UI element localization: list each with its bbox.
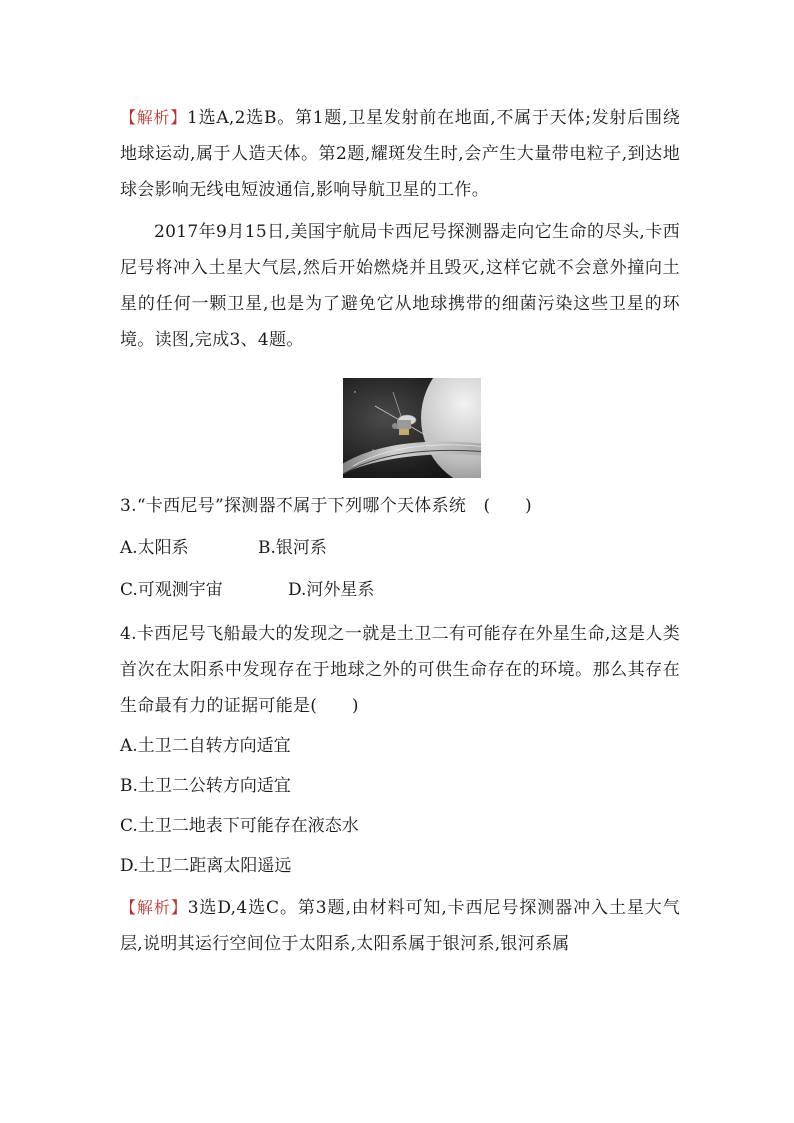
cassini-saturn-image — [343, 378, 481, 478]
analysis-text: 3选D,4选C。第3题,由材料可知,卡西尼号探测器冲入土星大气层,说明其运行空间位于太阳系,太阳系属于银河系,银河系属 — [120, 898, 680, 954]
analysis-text: 1选A,2选B。第1题,卫星发射前在地面,不属于天体;发射后围绕地球运动,属于人造天体。第2题,耀斑发生时,会产生大量带电粒子,到达地球会影响无线电短波通信,影响导航卫星的工作。 — [120, 108, 680, 200]
q3-option-d: D.河外星系 — [288, 580, 375, 600]
q4-option-c: C.土卫二地表下可能存在液态水 — [120, 816, 359, 836]
q3-option-a: A.太阳系 — [120, 538, 189, 558]
q4-option-d: D.土卫二距离太阳遥远 — [120, 856, 292, 876]
analysis-paragraph-2 — [120, 890, 680, 962]
q4-option-a: A.土卫二自转方向适宜 — [120, 736, 291, 756]
question-4-stem: 4.卡西尼号飞船最大的发现之一就是土卫二有可能存在外星生命,这是人类首次在太阳系中发现存在于地球之外的可供生命存在的环境。那么其存在生命最有力的证据可能是( ) — [120, 624, 680, 716]
question-3-options-row-1 — [120, 530, 680, 566]
document-page — [120, 100, 680, 962]
q3-option-c: C.可观测宇宙 — [120, 580, 223, 600]
question-3-stem: 3.“卡西尼号”探测器不属于下列哪个天体系统 ( ) — [120, 496, 532, 516]
material-paragraph: 2017年9月15日,美国宇航局卡西尼号探测器走向它生命的尽头,卡西尼号将冲入土星大气层,然后开始燃烧并且毁灭,这样它就不会意外撞向土星的任何一颗卫星,也是为了避免它从地球携带的细菌污染这些卫星的环境。读图,完成3、4题。 — [120, 222, 680, 350]
analysis-tag: 【解析】 — [120, 898, 188, 917]
analysis-tag: 【解析】 — [120, 108, 188, 127]
q4-option-b: B.土卫二公转方向适宜 — [120, 776, 291, 796]
analysis-paragraph-1 — [120, 100, 680, 208]
question-3-options-row-2 — [120, 572, 680, 608]
q3-option-b: B.银河系 — [258, 538, 327, 558]
